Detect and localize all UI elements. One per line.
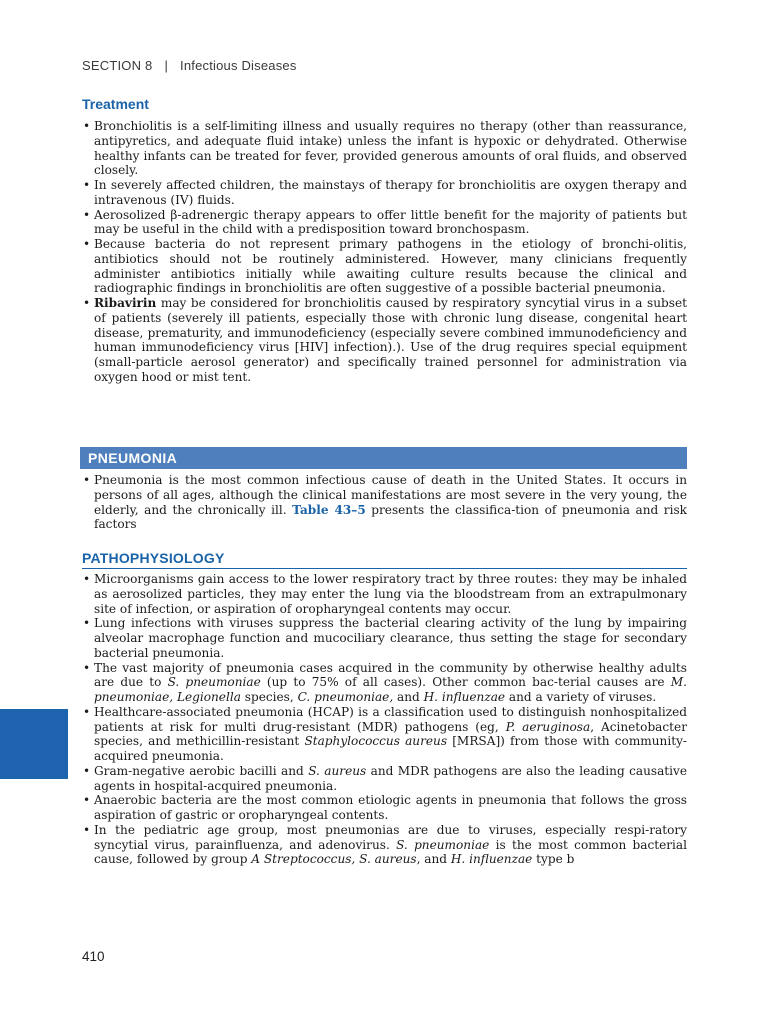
list-item xyxy=(82,705,687,764)
pneumonia-section-band xyxy=(80,447,687,469)
organism-name: S. pneumoniae xyxy=(167,675,261,690)
organism-name: C. pneumoniae, xyxy=(297,690,394,704)
bullet-text: Healthcare-associated pneumonia (HCAP) is a classification used to distinguish nonhospitalized patients at risk for multi drug-resistant (MDR) pathogens (eg, xyxy=(94,704,687,734)
organism-name: M. pneumoniae, Legionella xyxy=(94,675,688,704)
bullet-text: In the pediatric age group, most pneumonias are due to viruses, especially respi-ratory syncytial virus, parainfluenza, and adenovirus. xyxy=(94,822,687,852)
bullet-text: The vast majority of pneumonia cases acquired in the community by otherwise healthy adults are due to xyxy=(94,660,687,690)
bullet-text: may be considered for bronchiolitis caused by respiratory syncytial virus in a subset of patients (severely ill patients, especially those with chronic lung disease, congenital heart disease, prematurity, and immunodeficiency (especially severe combined immunodeficiency and human immunodeficiency virus [HIV] infection).). Use of the drug requires special equipment (small-particle aerosol generator) and specifically trained personnel for administration via oxygen hood or mist tent. xyxy=(94,296,687,384)
list-item xyxy=(82,296,687,385)
bullet-text: Lung infections with viruses suppress the bacterial clearing activity of the lung by impairing alveolar macrophage function and mucociliary clearance, thus setting the stage for secondary bacterial pneumonia. xyxy=(94,616,687,660)
page-number: 410 xyxy=(82,949,105,964)
organism-name: H. influenzae xyxy=(450,852,533,867)
list-item xyxy=(82,616,687,660)
list-item xyxy=(82,473,687,532)
pathophysiology-heading: PATHOPHYSIOLOGY xyxy=(82,550,687,569)
running-head-separator: | xyxy=(164,58,169,73)
bullet-text: (up to 75% of all cases). Other common bac-terial causes are xyxy=(260,675,671,690)
list-item xyxy=(82,823,687,867)
list-item xyxy=(82,119,687,178)
bullet-text: type b xyxy=(532,852,575,867)
organism-name: P. aeruginosa xyxy=(505,719,591,734)
bullet-text: Bronchiolitis is a self-limiting illness and usually requires no therapy (other than reassurance, antipyretics, and adequate fluid intake) unless the infant is hypoxic or dehydrated. Otherwise healthy infants can be treated for fever, provided generous amounts of oral fluids, and observed closely. xyxy=(94,119,687,178)
pneumonia-list xyxy=(82,473,687,532)
bullet-text: In severely affected children, the mainstays of therapy for bronchiolitis are oxygen therapy and intravenous (IV) fluids. xyxy=(94,178,687,207)
section-label: SECTION 8 xyxy=(82,58,153,73)
bullet-text: Gram-negative aerobic bacilli and xyxy=(94,763,309,778)
bullet-text: is the most common bacterial cause, followed by group xyxy=(94,837,687,867)
bullet-text: and xyxy=(393,690,424,704)
bullet-text: Anaerobic bacteria are the most common etiologic agents in pneumonia that follows the gross aspiration of gastric or oropharyngeal contents. xyxy=(94,793,687,822)
list-item xyxy=(82,661,687,705)
section-thumb-tab xyxy=(0,709,68,779)
organism-name: H. influenzae xyxy=(423,690,506,704)
organism-name: S. aureus xyxy=(308,763,367,778)
organism-name: S. pneumoniae xyxy=(396,837,490,852)
organism-name: A Streptococcus, S. aureus xyxy=(251,852,417,867)
bullet-text: Pneumonia is the most common infectious cause of death in the United States. It occurs in persons of all ages, although the clinical manifestations are most severe in the very young, the elderly, and the chronically ill. xyxy=(94,473,687,517)
list-item xyxy=(82,572,687,616)
chapter-label: Infectious Diseases xyxy=(180,58,297,73)
bullet-text: species, xyxy=(240,690,298,704)
bullet-text: Because bacteria do not represent primary pathogens in the etiology of bronchi-olitis, antibiotics should not be routinely administered. However, many clinicians frequently administer antibiotics initially while awaiting culture results because the clinical and radiographic findings in bronchiolitis are often suggestive of a possible bacterial pneumonia. xyxy=(94,237,687,296)
bullet-text: Aerosolized β-adrenergic therapy appears to offer little benefit for the majority of patients but may be useful in the child with a predisposition toward bronchospasm. xyxy=(94,207,687,237)
treatment-list xyxy=(82,119,687,385)
bullet-text: , and xyxy=(416,852,451,867)
list-item xyxy=(82,178,687,208)
drug-name: Ribavirin xyxy=(94,296,157,310)
running-head xyxy=(82,58,297,73)
bullet-text: [MRSA]) from those with community-acquired pneumonia. xyxy=(94,734,687,763)
organism-name: Staphylococcus aureus xyxy=(304,734,448,749)
pneumonia-heading: PNEUMONIA xyxy=(88,450,178,466)
bullet-text: , Acinetobacter species, and methicillin-resistant xyxy=(94,719,687,749)
bullet-text: presents the classifica-tion of pneumonia and risk factors xyxy=(94,502,687,532)
bullet-text: Microorganisms gain access to the lower respiratory tract by three routes: they may be inhaled as aerosolized particles, they may enter the lung via the bloodstream from an extrapulmonary site of infection, or aspiration of oropharyngeal contents may occur. xyxy=(94,572,687,616)
pathophysiology-list xyxy=(82,572,687,867)
list-item xyxy=(82,237,687,296)
list-item xyxy=(82,793,687,823)
list-item xyxy=(82,208,687,238)
list-item xyxy=(82,764,687,794)
table-reference-link[interactable]: Table 43–5 xyxy=(292,502,366,517)
treatment-heading: Treatment xyxy=(82,96,149,112)
bullet-text: and MDR pathogens are also the leading causative agents in hospital-acquired pneumonia. xyxy=(94,763,687,793)
bullet-text: and a variety of viruses. xyxy=(505,690,657,704)
